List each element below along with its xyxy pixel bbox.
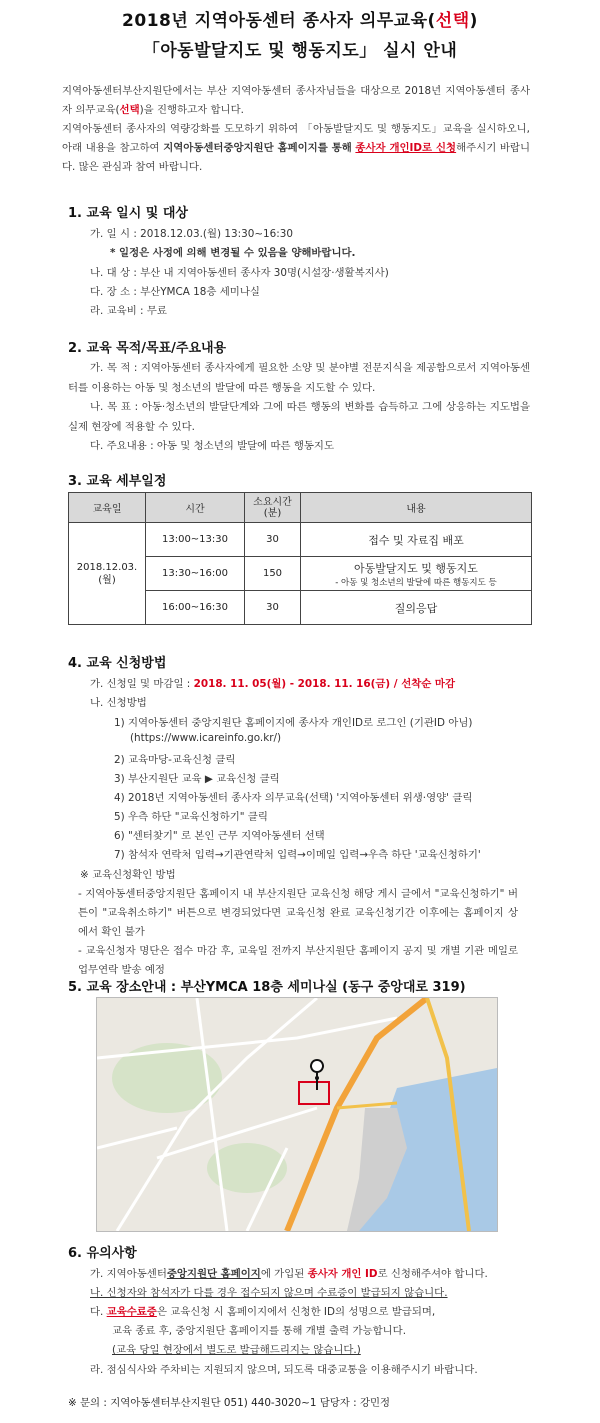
fee: 라. 교육비 : 무료 (90, 305, 167, 317)
step-7: 7) 참석자 연락처 입력→기관연락처 입력→이메일 입력→우측 하단 '교육신청하기' (114, 849, 481, 861)
check-note-1: - 지역아동센터중앙지원단 홈페이지 내 부산지원단 교육신청 해당 게시 글에서 "교육신청하기" 버튼이 "교육취소하기" 버튼으로 변경되었다면 교육신청 완료 교육신청기간 이후에는 홈페이지 상에서 확인 불가 (78, 888, 518, 938)
content-cell: 접수 및 자료집 배포 (301, 523, 532, 557)
target-audience: 나. 대 상 : 부산 내 지역아동센터 종사자 30명(시설장·생활복지사) (90, 267, 389, 279)
section-6-heading: 6. 유의사항 (68, 1246, 137, 1261)
caution-na: 나. 신청자와 참석자가 다를 경우 접수되지 않으며 수료증이 발급되지 않습니다. (90, 1287, 448, 1299)
header-content: 내용 (301, 493, 532, 523)
section-2-heading: 2. 교육 목적/목표/주요내용 (68, 341, 227, 356)
intro-paragraph-2: 지역아동센터 종사자의 역량강화를 도모하기 위하여 「아동발달지도 및 행동지도」교육을 실시하오니, 아래 내용을 참고하여 지역아동센터중앙지원단 홈페이지를 통해 종사자 개인ID로 신청해주시기 바랍니다. 많은 관심과 참여 바랍니다. (62, 123, 530, 173)
caution-da-3: (교육 당일 현장에서 별도로 발급해드리지는 않습니다.) (112, 1344, 361, 1356)
step-2: 2) 교육마당-교육신청 클릭 (114, 754, 236, 766)
location-map[interactable] (96, 997, 498, 1232)
page-subtitle: 「아동발달지도 및 행동지도」 실시 안내 (142, 41, 458, 61)
intro-paragraph-1: 지역아동센터부산지원단에서는 부산 지역아동센터 종사자님들을 대상으로 2018년 지역아동센터 종사자 의무교육(선택)을 진행하고자 합니다. (62, 85, 530, 116)
purpose-text: 가. 목 적 : 지역아동센터 종사자에게 필요한 소양 및 분야별 전문지식을 제공함으로서 지역아동센터를 이용하는 아동 및 청소년의 발달에 따른 행동을 지도할 수 있다. (68, 362, 530, 394)
time-cell: 16:00~16:30 (146, 591, 245, 625)
step-6: 6) "센터찾기" 로 본인 근무 지역아동센터 선택 (114, 830, 325, 842)
header-minutes: 소요시간(분) (245, 493, 301, 523)
intro-text (62, 82, 530, 177)
contact-info: ※ 문의 : 지역아동센터부산지원단 051) 440-3020~1 담당자 : 강민정 (68, 1397, 391, 1409)
map-graphic (97, 998, 497, 1231)
content-cell: 아동발달지도 및 행동지도 - 아동 및 청소년의 발달에 따른 행동지도 등 (301, 557, 532, 591)
table-row (69, 523, 532, 557)
check-title: ※ 교육신청확인 방법 (80, 869, 176, 881)
date-cell: 2018.12.03.(월) (69, 523, 146, 625)
venue: 다. 장 소 : 부산YMCA 18층 세미나실 (90, 286, 260, 298)
goal-text: 나. 목 표 : 아동·청소년의 발달단계와 그에 따른 행동의 변화를 습득하고 그에 상응하는 지도법을 실제 현장에 적용할 수 있다. (68, 401, 530, 433)
schedule-table (68, 492, 532, 625)
caution-ra: 라. 점심식사와 주차비는 지원되지 않으며, 되도록 대중교통을 이용해주시기 바랍니다. (90, 1364, 478, 1376)
minutes-cell: 30 (245, 523, 301, 557)
page-title: 2018년 지역아동센터 종사자 의무교육(선택) (122, 11, 478, 31)
section-1-heading: 1. 교육 일시 및 대상 (68, 206, 188, 221)
check-note-2: - 교육신청자 명단은 접수 마감 후, 교육일 전까지 부산지원단 홈페이지 공지 및 개별 기관 메일로 업무연락 발송 예정 (78, 945, 518, 976)
header-time: 시간 (146, 493, 245, 523)
section-5-heading: 5. 교육 장소안내 : 부산YMCA 18층 세미나실 (동구 중앙대로 319) (68, 980, 466, 995)
section-3-heading: 3. 교육 세부일정 (68, 474, 167, 489)
time-cell: 13:00~13:30 (146, 523, 245, 557)
application-method: 나. 신청방법 (90, 697, 147, 709)
step-3: 3) 부산지원단 교육 ▶ 교육신청 클릭 (114, 773, 280, 785)
minutes-cell: 150 (245, 557, 301, 591)
table-header-row (69, 493, 532, 523)
time-cell: 13:30~16:00 (146, 557, 245, 591)
caution-ga: 가. 지역아동센터중앙지원단 홈페이지에 가입된 종사자 개인 ID로 신청해주셔야 합니다. (90, 1268, 488, 1280)
step-4: 4) 2018년 지역아동센터 종사자 의무교육(선택) '지역아동센터 위생·영양' 클릭 (114, 792, 473, 804)
step-5: 5) 우측 하단 "교육신청하기" 클릭 (114, 811, 268, 823)
minutes-cell: 30 (245, 591, 301, 625)
content-cell: 질의응답 (301, 591, 532, 625)
section-4-heading: 4. 교육 신청방법 (68, 656, 167, 671)
main-content: 다. 주요내용 : 아동 및 청소년의 발달에 따른 행동지도 (90, 440, 335, 452)
caution-da: 다. 교육수료증은 교육신청 시 홈페이지에서 신청한 ID의 성명으로 발급되며, (90, 1306, 436, 1318)
header-date: 교육일 (69, 493, 146, 523)
schedule-date: 가. 일 시 : 2018.12.03.(월) 13:30~16:30 (90, 228, 293, 240)
homepage-link[interactable]: (https://www.icareinfo.go.kr/) (130, 732, 282, 744)
step-1: 1) 지역아동센터 중앙지원단 홈페이지에 종사자 개인ID로 로그인 (기관ID 아님) (114, 717, 473, 729)
schedule-note: * 일정은 사정에 의해 변경될 수 있음을 양해바랍니다. (110, 247, 356, 259)
caution-da-2: 교육 종료 후, 중앙지원단 홈페이지를 통해 개별 출력 가능합니다. (112, 1325, 406, 1337)
application-period: 가. 신청일 및 마감일 : 2018. 11. 05(월) - 2018. 11. 16(금) / 선착순 마감 (90, 678, 456, 690)
